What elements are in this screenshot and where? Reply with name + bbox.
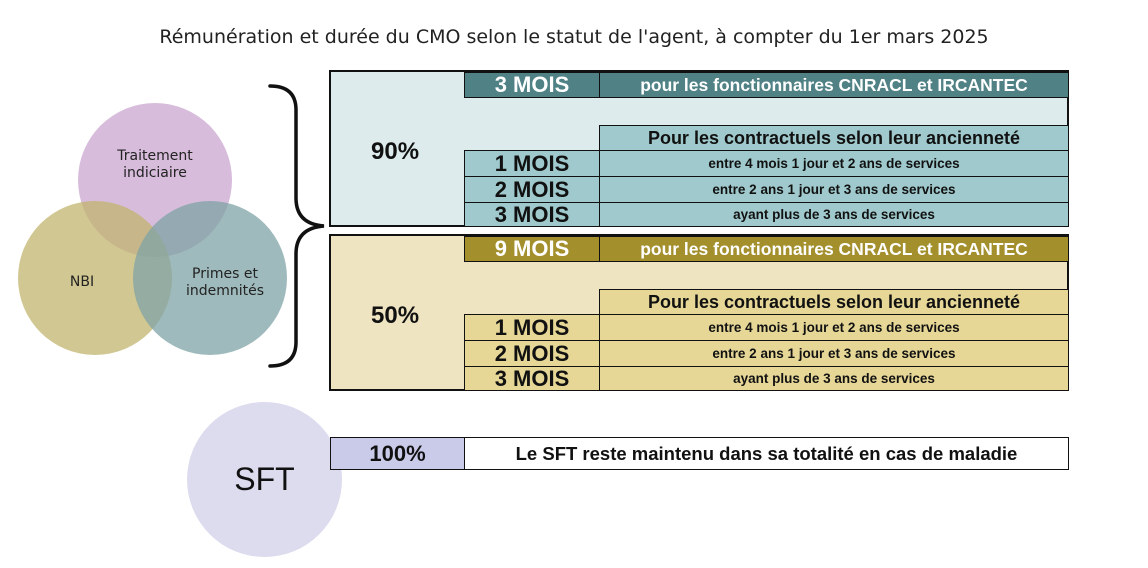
contractuels-header-90: Pour les contractuels selon leur ancienneté <box>599 125 1069 151</box>
contractuels-header-50: Pour les contractuels selon leur ancienneté <box>599 289 1069 315</box>
percent-50: 50% <box>371 302 420 329</box>
fonctionnaires-label-50: pour les fonctionnaires CNRACL et IRCANTEC <box>599 236 1069 262</box>
page-title: Rémunération et durée du CMO selon le statut de l'agent, à compter du 1er mars 2025 <box>159 26 989 48</box>
percent-90: 90% <box>371 138 420 165</box>
fonctionnaires-duration-50: 9 MOIS <box>464 236 600 262</box>
fonctionnaires-duration-90: 3 MOIS <box>464 72 600 98</box>
panel-50 <box>329 234 1069 391</box>
row-duration-50-2: 2 MOIS <box>464 340 600 367</box>
row-condition-90-3: ayant plus de 3 ans de services <box>599 202 1069 227</box>
venn-label-traitement-1: Traitement <box>117 148 193 164</box>
row-duration-90-1: 1 MOIS <box>464 150 600 177</box>
sft-text: Le SFT reste maintenu dans sa totalité en cas de maladie <box>464 437 1069 470</box>
venn-label-primes-1: Primes et <box>192 266 258 282</box>
panel-90 <box>329 70 1069 227</box>
row-duration-50-3: 3 MOIS <box>464 366 600 391</box>
row-condition-90-2: entre 2 ans 1 jour et 3 ans de services <box>599 176 1069 203</box>
venn-label-primes-2: indemnités <box>185 283 265 299</box>
row-condition-50-2: entre 2 ans 1 jour et 3 ans de services <box>599 340 1069 367</box>
row-condition-50-3: ayant plus de 3 ans de services <box>599 366 1069 391</box>
row-duration-90-3: 3 MOIS <box>464 202 600 227</box>
curly-brace <box>262 80 332 372</box>
sft-circle: SFT <box>187 402 342 557</box>
row-duration-50-1: 1 MOIS <box>464 314 600 341</box>
venn-label-nbi: NBI <box>69 274 95 290</box>
row-duration-90-2: 2 MOIS <box>464 176 600 203</box>
row-condition-90-1: entre 4 mois 1 jour et 2 ans de services <box>599 150 1069 177</box>
sft-percent: 100% <box>330 437 465 470</box>
fonctionnaires-label-90: pour les fonctionnaires CNRACL et IRCANTEC <box>599 72 1069 98</box>
row-condition-50-1: entre 4 mois 1 jour et 2 ans de services <box>599 314 1069 341</box>
venn-label-traitement-2: indiciaire <box>123 165 187 181</box>
